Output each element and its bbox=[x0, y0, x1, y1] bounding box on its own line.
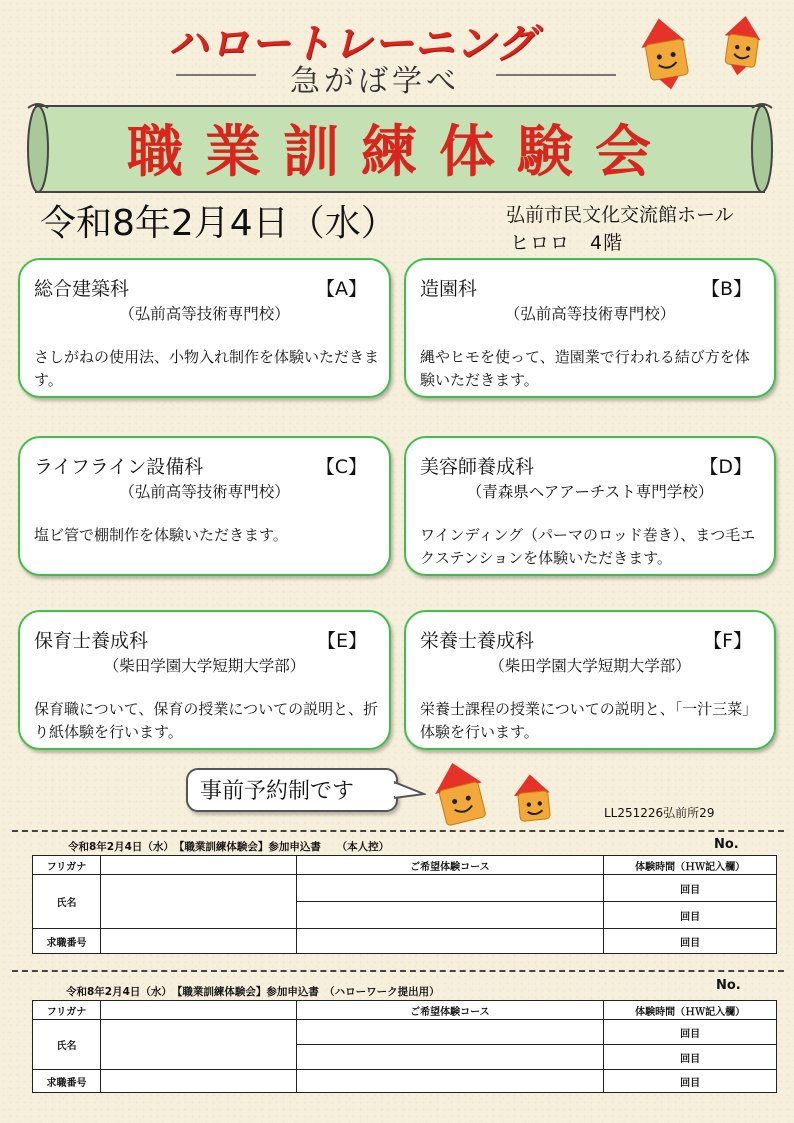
name-field[interactable] bbox=[100, 875, 296, 929]
mascot-house-icon bbox=[426, 756, 566, 830]
furigana-label: フリガナ bbox=[33, 1001, 101, 1020]
course-choice-field[interactable] bbox=[296, 875, 604, 902]
application-form-hellowork bbox=[32, 1000, 777, 1093]
course-choice-field[interactable] bbox=[296, 1020, 604, 1045]
course-school: （弘前高等技術専門校） bbox=[119, 483, 290, 501]
name-label: 氏名 bbox=[33, 1020, 101, 1070]
course-card-e bbox=[18, 610, 391, 750]
course-card-d bbox=[404, 436, 776, 576]
course-name: ライフライン設備科 bbox=[34, 456, 204, 478]
banner-title: 職業訓練体験会 bbox=[127, 119, 673, 185]
course-name: 保育士養成科 bbox=[34, 630, 149, 652]
round-cell: 回目 bbox=[604, 875, 777, 902]
cut-line bbox=[12, 970, 784, 972]
jobseeker-number-field[interactable] bbox=[100, 1070, 296, 1093]
subtitle: 急がば学べ bbox=[290, 64, 460, 99]
form-number-label: No. bbox=[714, 837, 739, 852]
subtitle-rule-right bbox=[496, 74, 616, 76]
round-cell: 回目 bbox=[604, 1070, 777, 1093]
course-choice-field[interactable] bbox=[296, 929, 604, 954]
jobseeker-number-label: 求職番号 bbox=[33, 929, 101, 954]
course-description: さしがねの使用法、小物入れ制作を体験いただきます。 bbox=[34, 348, 380, 389]
time-header: 体験時間（ＨＷ記入欄） bbox=[604, 1001, 777, 1020]
course-header: ご希望体験コース bbox=[296, 856, 604, 875]
bubble-tail bbox=[394, 780, 426, 802]
mascot-house-icon bbox=[630, 8, 780, 90]
furigana-field[interactable] bbox=[100, 856, 296, 875]
form-number-label: No. bbox=[716, 978, 741, 993]
subtitle-rule-left bbox=[176, 74, 256, 76]
application-form-personal bbox=[32, 855, 777, 954]
course-school: （弘前高等技術専門校） bbox=[504, 305, 676, 323]
course-name: 総合建築科 bbox=[34, 278, 130, 300]
round-cell: 回目 bbox=[604, 929, 777, 954]
course-description: ワインディング（パーマのロッド巻き）、まつ毛エクステンションを体験いただきます。 bbox=[420, 526, 756, 567]
course-code: 【A】 bbox=[316, 278, 367, 300]
jobseeker-number-field[interactable] bbox=[100, 929, 296, 954]
furigana-field[interactable] bbox=[100, 1001, 296, 1020]
reference-code: LL251226弘前所29 bbox=[604, 806, 715, 820]
course-description: 保育職について、保育の授業についての説明と、折り紙体験を行います。 bbox=[34, 700, 379, 741]
course-card-c bbox=[18, 436, 391, 576]
round-cell: 回目 bbox=[604, 1045, 777, 1070]
course-name: 造園科 bbox=[420, 278, 478, 300]
course-description: 栄養士課程の授業についての説明と、「一汁三菜」体験を行います。 bbox=[420, 700, 758, 741]
course-school: （青森県ヘアアーチスト専門学校） bbox=[466, 483, 714, 501]
form-title: 令和8年2月4日（水） 【職業訓練体験会】参加申込書 （ハローワーク提出用） bbox=[66, 986, 440, 998]
course-choice-field[interactable] bbox=[296, 902, 604, 929]
course-choice-field[interactable] bbox=[296, 1045, 604, 1070]
name-label: 氏名 bbox=[33, 875, 101, 929]
event-date: 令和8年2月4日（水） bbox=[40, 203, 397, 244]
hello-training-logo: ハロートレーニング bbox=[168, 21, 537, 67]
time-header: 体験時間（ＨＷ記入欄） bbox=[604, 856, 777, 875]
event-venue: 弘前市民文化交流館ホール bbox=[506, 204, 734, 226]
course-card-a bbox=[18, 258, 391, 398]
course-school: （柴田学園大学短期大学部） bbox=[103, 657, 306, 675]
course-code: 【F】 bbox=[703, 630, 752, 652]
cut-line bbox=[12, 830, 784, 832]
form-title: 令和8年2月4日（水） 【職業訓練体験会】参加申込書 （本人控） bbox=[68, 841, 390, 853]
course-choice-field[interactable] bbox=[296, 1070, 604, 1093]
event-venue-floor: ヒロロ 4階 bbox=[510, 232, 624, 254]
jobseeker-number-label: 求職番号 bbox=[33, 1070, 101, 1093]
course-code: 【B】 bbox=[700, 278, 752, 300]
course-card-f bbox=[404, 610, 776, 750]
course-code: 【C】 bbox=[315, 456, 367, 478]
course-school: （弘前高等技術専門校） bbox=[119, 305, 290, 323]
course-header: ご希望体験コース bbox=[296, 1001, 604, 1020]
round-cell: 回目 bbox=[604, 902, 777, 929]
course-code: 【D】 bbox=[699, 456, 752, 478]
course-description: 塩ビ管で棚制作を体験いただきます。 bbox=[34, 526, 288, 544]
reservation-note: 事前予約制です bbox=[200, 779, 355, 804]
furigana-label: フリガナ bbox=[33, 856, 101, 875]
course-name: 美容師養成科 bbox=[420, 456, 535, 478]
course-name: 栄養士養成科 bbox=[420, 630, 535, 652]
course-code: 【E】 bbox=[316, 630, 367, 652]
course-card-b bbox=[404, 258, 776, 398]
course-school: （柴田学園大学短期大学部） bbox=[489, 657, 691, 675]
round-cell: 回目 bbox=[604, 1020, 777, 1045]
name-field[interactable] bbox=[100, 1020, 296, 1070]
course-description: 縄やヒモを使って、造園業で行われる結び方を体験いただきます。 bbox=[420, 348, 750, 389]
